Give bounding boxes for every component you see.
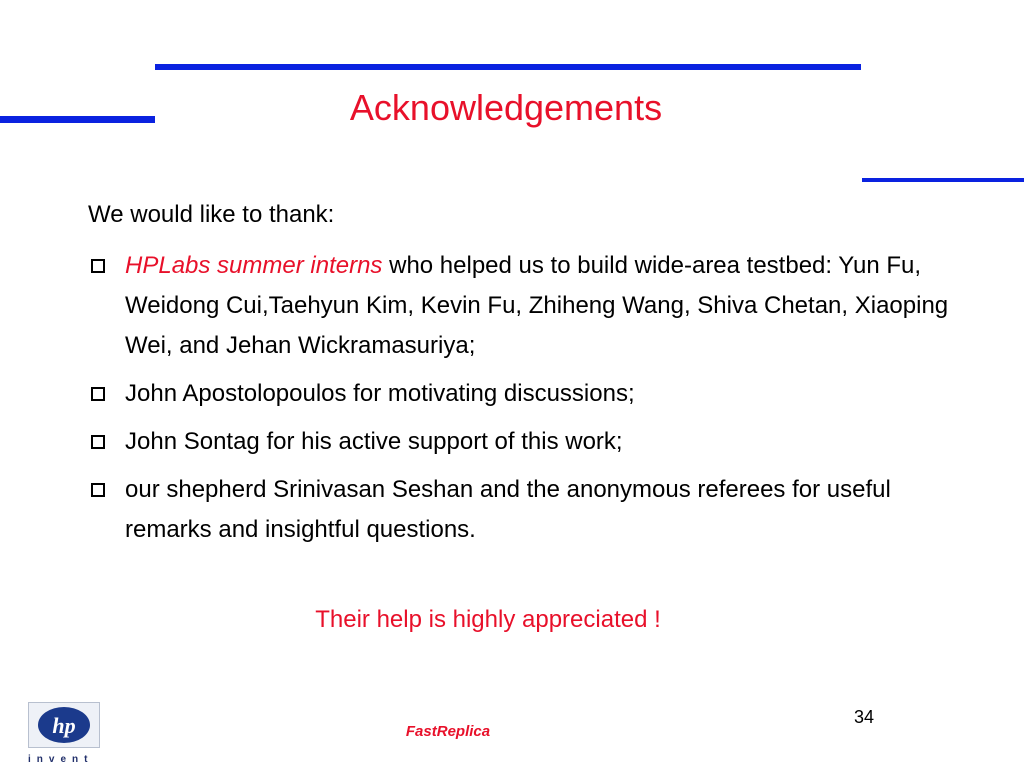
- hp-logo-badge: [28, 702, 100, 748]
- checkbox-bullet-icon: [91, 435, 105, 449]
- right-rule: [862, 178, 1024, 182]
- checkbox-bullet-icon: [91, 483, 105, 497]
- bullet-text: John Apostolopoulos for motivating discussions;: [125, 380, 635, 407]
- bullet-item-apostolopoulos: [88, 374, 968, 414]
- bullet-item-interns: [88, 246, 968, 366]
- page-number: 34: [853, 707, 875, 727]
- bullet-list: [88, 246, 968, 558]
- bullet-text: who helped us to build wide-area testbed: Yun Fu, Weidong Cui,Taehyun Kim, Kevin Fu, Zhiheng Wang, Shiva Chetan, Xiaoping Wei, and Jehan Wickramasuriya;: [125, 252, 949, 359]
- bullet-text: our shepherd Srinivasan Seshan and the anonymous referees for useful remarks and insightful questions.: [125, 476, 891, 543]
- intro-text: We would like to thank:: [88, 201, 335, 228]
- bullet-text: John Sontag for his active support of this work;: [125, 428, 623, 455]
- logo-mark-text: hp: [52, 713, 76, 738]
- bullet-item-sontag: [88, 422, 968, 462]
- checkbox-bullet-icon: [91, 259, 105, 273]
- slide-title: Acknowledgements: [349, 87, 663, 128]
- checkbox-bullet-icon: [91, 387, 105, 401]
- hp-logo-mark: [29, 703, 99, 747]
- logo-word: invent: [28, 754, 94, 765]
- closing-text: Their help is highly appreciated !: [315, 606, 661, 633]
- bullet-highlight: HPLabs summer interns: [125, 252, 383, 279]
- hp-logo-icon: [28, 702, 100, 766]
- footer-title: FastReplica: [405, 723, 491, 740]
- bullet-item-shepherd: [88, 470, 968, 550]
- top-rule: [155, 64, 861, 70]
